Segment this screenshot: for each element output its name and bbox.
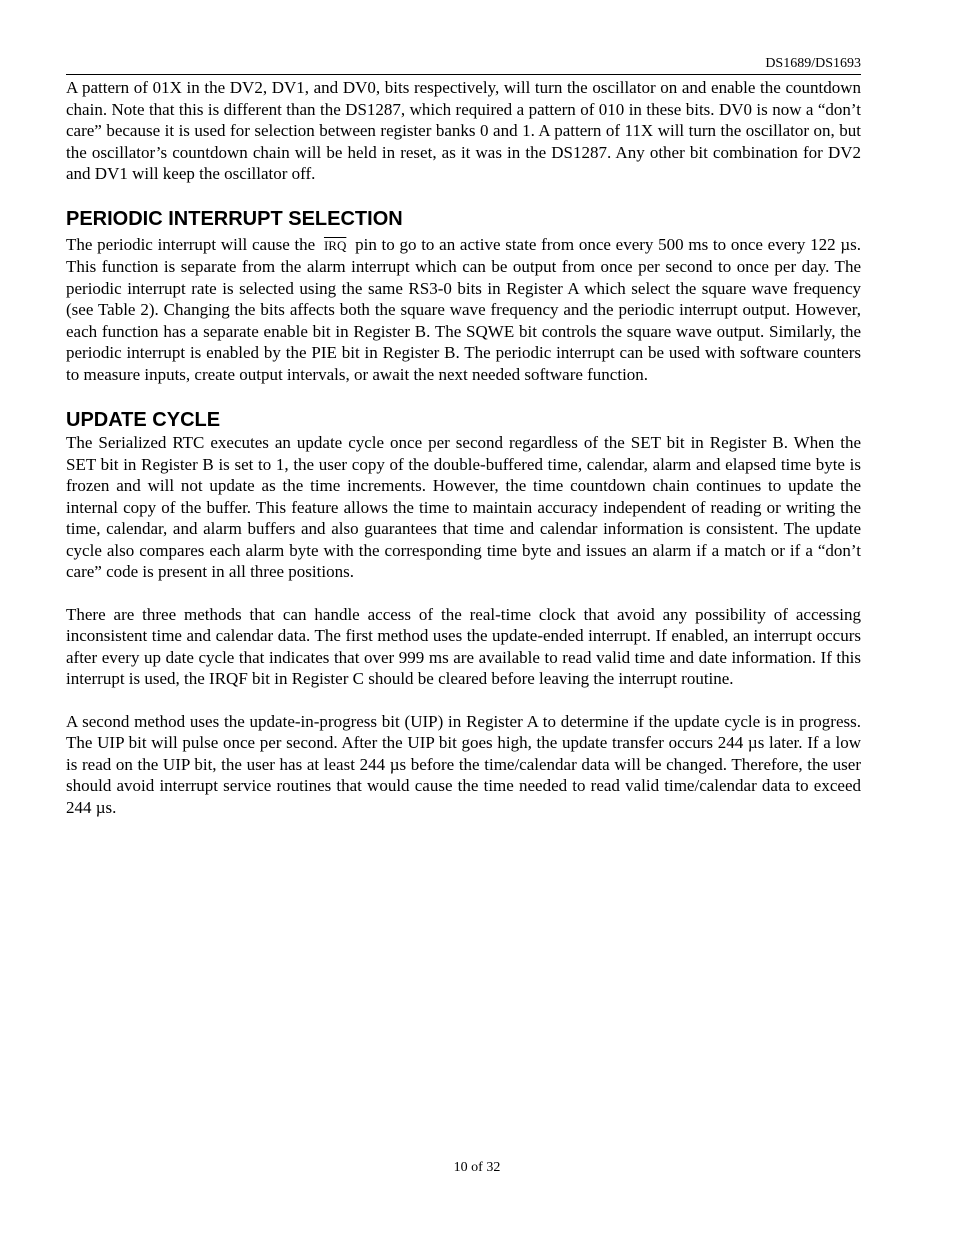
periodic-interrupt-paragraph [66, 234, 861, 386]
periodic-interrupt-heading: PERIODIC INTERRUPT SELECTION [66, 207, 403, 230]
intro-paragraph: A pattern of 01X in the DV2, DV1, and DV0, bits respectively, will turn the oscillator on and enable the countdown chain. Note that this is different than the DS1287, which required a pattern of 010 in these bits. DV0 is now a “don’t care” because it is used for selection between register banks 0 and 1. A pattern of 11X will turn the oscillator on, but the oscillator’s countdown chain will be held in reset, as it was in the DS1287. Any other bit combination for DV2 and DV1 will keep the oscillator off. [66, 78, 861, 183]
page-number: 10 of 32 [453, 1160, 501, 1175]
update-cycle-paragraph-1: The Serialized RTC executes an update cycle once per second regardless of the SET bit in Register B. When the SET bit in Register B is set to 1, the user copy of the double-buffered time, calendar, alarm and elapsed time byte is frozen and will not update as the time increments. However, the time countdown chain continues to update the internal copy of the buffer. This feature allows the time to maintain accuracy independent of reading or writing the time, calendar, and alarm buffers and also guarantees that time and calendar information is consistent. The update cycle also compares each alarm byte with the corresponding time byte and issues an alarm if a match or if a “don’t care” code is present in all three positions. [66, 433, 861, 581]
periodic-text-before: The periodic interrupt will cause the [66, 234, 316, 254]
update-cycle-heading: UPDATE CYCLE [66, 409, 221, 431]
update-cycle-paragraph-2: There are three methods that can handle access of the real-time clock that avoid any possibility of accessing inconsistent time and calendar data. The first method uses the update-ended interrupt. If enabled, an interrupt occurs after every up date cycle that indicates that over 999 ms are available to read valid time and date information. If this interrupt is used, the IRQF bit in Register C should be cleared before leaving the interrupt routine. [66, 604, 861, 688]
update-cycle-paragraph-3: A second method uses the update-in-progress bit (UIP) in Register A to determine if the update cycle is in progress. The UIP bit will pulse once per second. After the UIP bit goes high, the update transfer occurs 244 µs later. If a low is read on the UIP bit, the user has at least 244 µs before the time/calendar data will be changed. Therefore, the user should avoid interrupt service routines that would cause the time needed to read valid time/calendar data to exceed 244 µs. [66, 711, 861, 817]
page-content [66, 77, 861, 818]
periodic-text-after: pin to go to an active state from once every 500 ms to once every 122 µs. This function is separate from the alarm interrupt which can be output from once per second to once per day. The periodic interrupt rate is selected using the same RS3-0 bits in Register A which select the square wave frequency (see Table 2). Changing the bits affects both the square wave frequency and the periodic interrupt output. However, each function has a separate enable bit in Register B. The SQWE bit controls the square wave output. Similarly, the periodic interrupt is enabled by the PIE bit in Register B. The periodic interrupt can be used with software counters to measure inputs, create output intervals, or await the next needed software function. [66, 234, 862, 384]
irq-signal-label: $\overline{IRQ}$ [323, 237, 347, 253]
header-rule [66, 74, 861, 75]
document-id: DS1689/DS1693 [765, 56, 861, 71]
